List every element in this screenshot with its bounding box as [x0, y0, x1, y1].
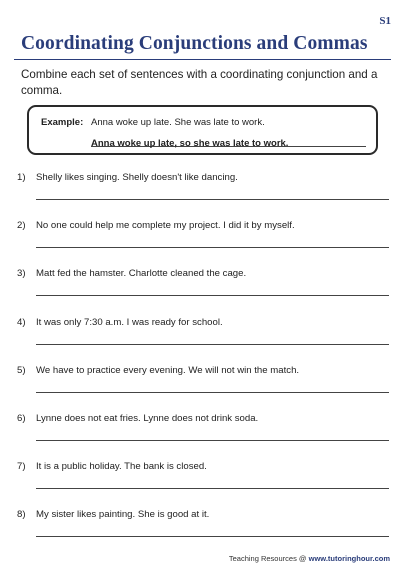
question-number: 5) [17, 365, 26, 376]
example-sentence: Anna woke up late. She was late to work. [91, 117, 265, 128]
question-text: My sister likes painting. She is good at it. [36, 509, 210, 520]
answer-line[interactable] [36, 392, 389, 393]
instructions: Combine each set of sentences with a coordinating conjunction and a comma. [21, 68, 378, 97]
answer-line[interactable] [36, 344, 389, 345]
question-5 [0, 365, 405, 413]
question-number: 7) [17, 461, 26, 472]
question-number: 3) [17, 268, 26, 279]
footer-label: Teaching Resources @ [228, 554, 307, 563]
question-4 [0, 317, 405, 365]
question-text: It was only 7:30 a.m. I was ready for school. [36, 317, 223, 328]
sheet-id: S1 [379, 15, 391, 27]
footer [229, 554, 390, 563]
question-text: Shelly likes singing. Shelly doesn't like dancing. [36, 172, 238, 183]
page-title: Coordinating Conjunctions and Commas [21, 33, 368, 54]
question-text: No one could help me complete my project. I did it by myself. [36, 220, 295, 231]
example-answer: Anna woke up late, so she was late to work. [91, 138, 289, 149]
example-answer-line [91, 133, 366, 147]
footer-site-link[interactable]: www.tutoringhour.com [308, 554, 390, 563]
question-6 [0, 413, 405, 461]
question-number: 1) [17, 172, 26, 183]
question-number: 2) [17, 220, 26, 231]
answer-line[interactable] [36, 247, 389, 248]
answer-line[interactable] [36, 488, 389, 489]
title-divider [14, 59, 391, 60]
answer-line[interactable] [36, 295, 389, 296]
example-box [27, 105, 378, 155]
question-number: 6) [17, 413, 26, 424]
question-number: 8) [17, 509, 26, 520]
question-1 [0, 172, 405, 220]
answer-line[interactable] [36, 440, 389, 441]
question-text: Lynne does not eat fries. Lynne does not drink soda. [36, 413, 259, 424]
answer-line[interactable] [36, 199, 389, 200]
question-3 [0, 268, 405, 316]
example-label: Example: [41, 117, 84, 128]
question-text: Matt fed the hamster. Charlotte cleaned the cage. [36, 268, 247, 279]
question-number: 4) [17, 317, 26, 328]
question-8 [0, 509, 405, 557]
question-text: We have to practice every evening. We will not win the match. [36, 365, 300, 376]
question-2 [0, 220, 405, 268]
question-text: It is a public holiday. The bank is closed. [36, 461, 207, 472]
question-7 [0, 461, 405, 509]
answer-line[interactable] [36, 536, 389, 537]
